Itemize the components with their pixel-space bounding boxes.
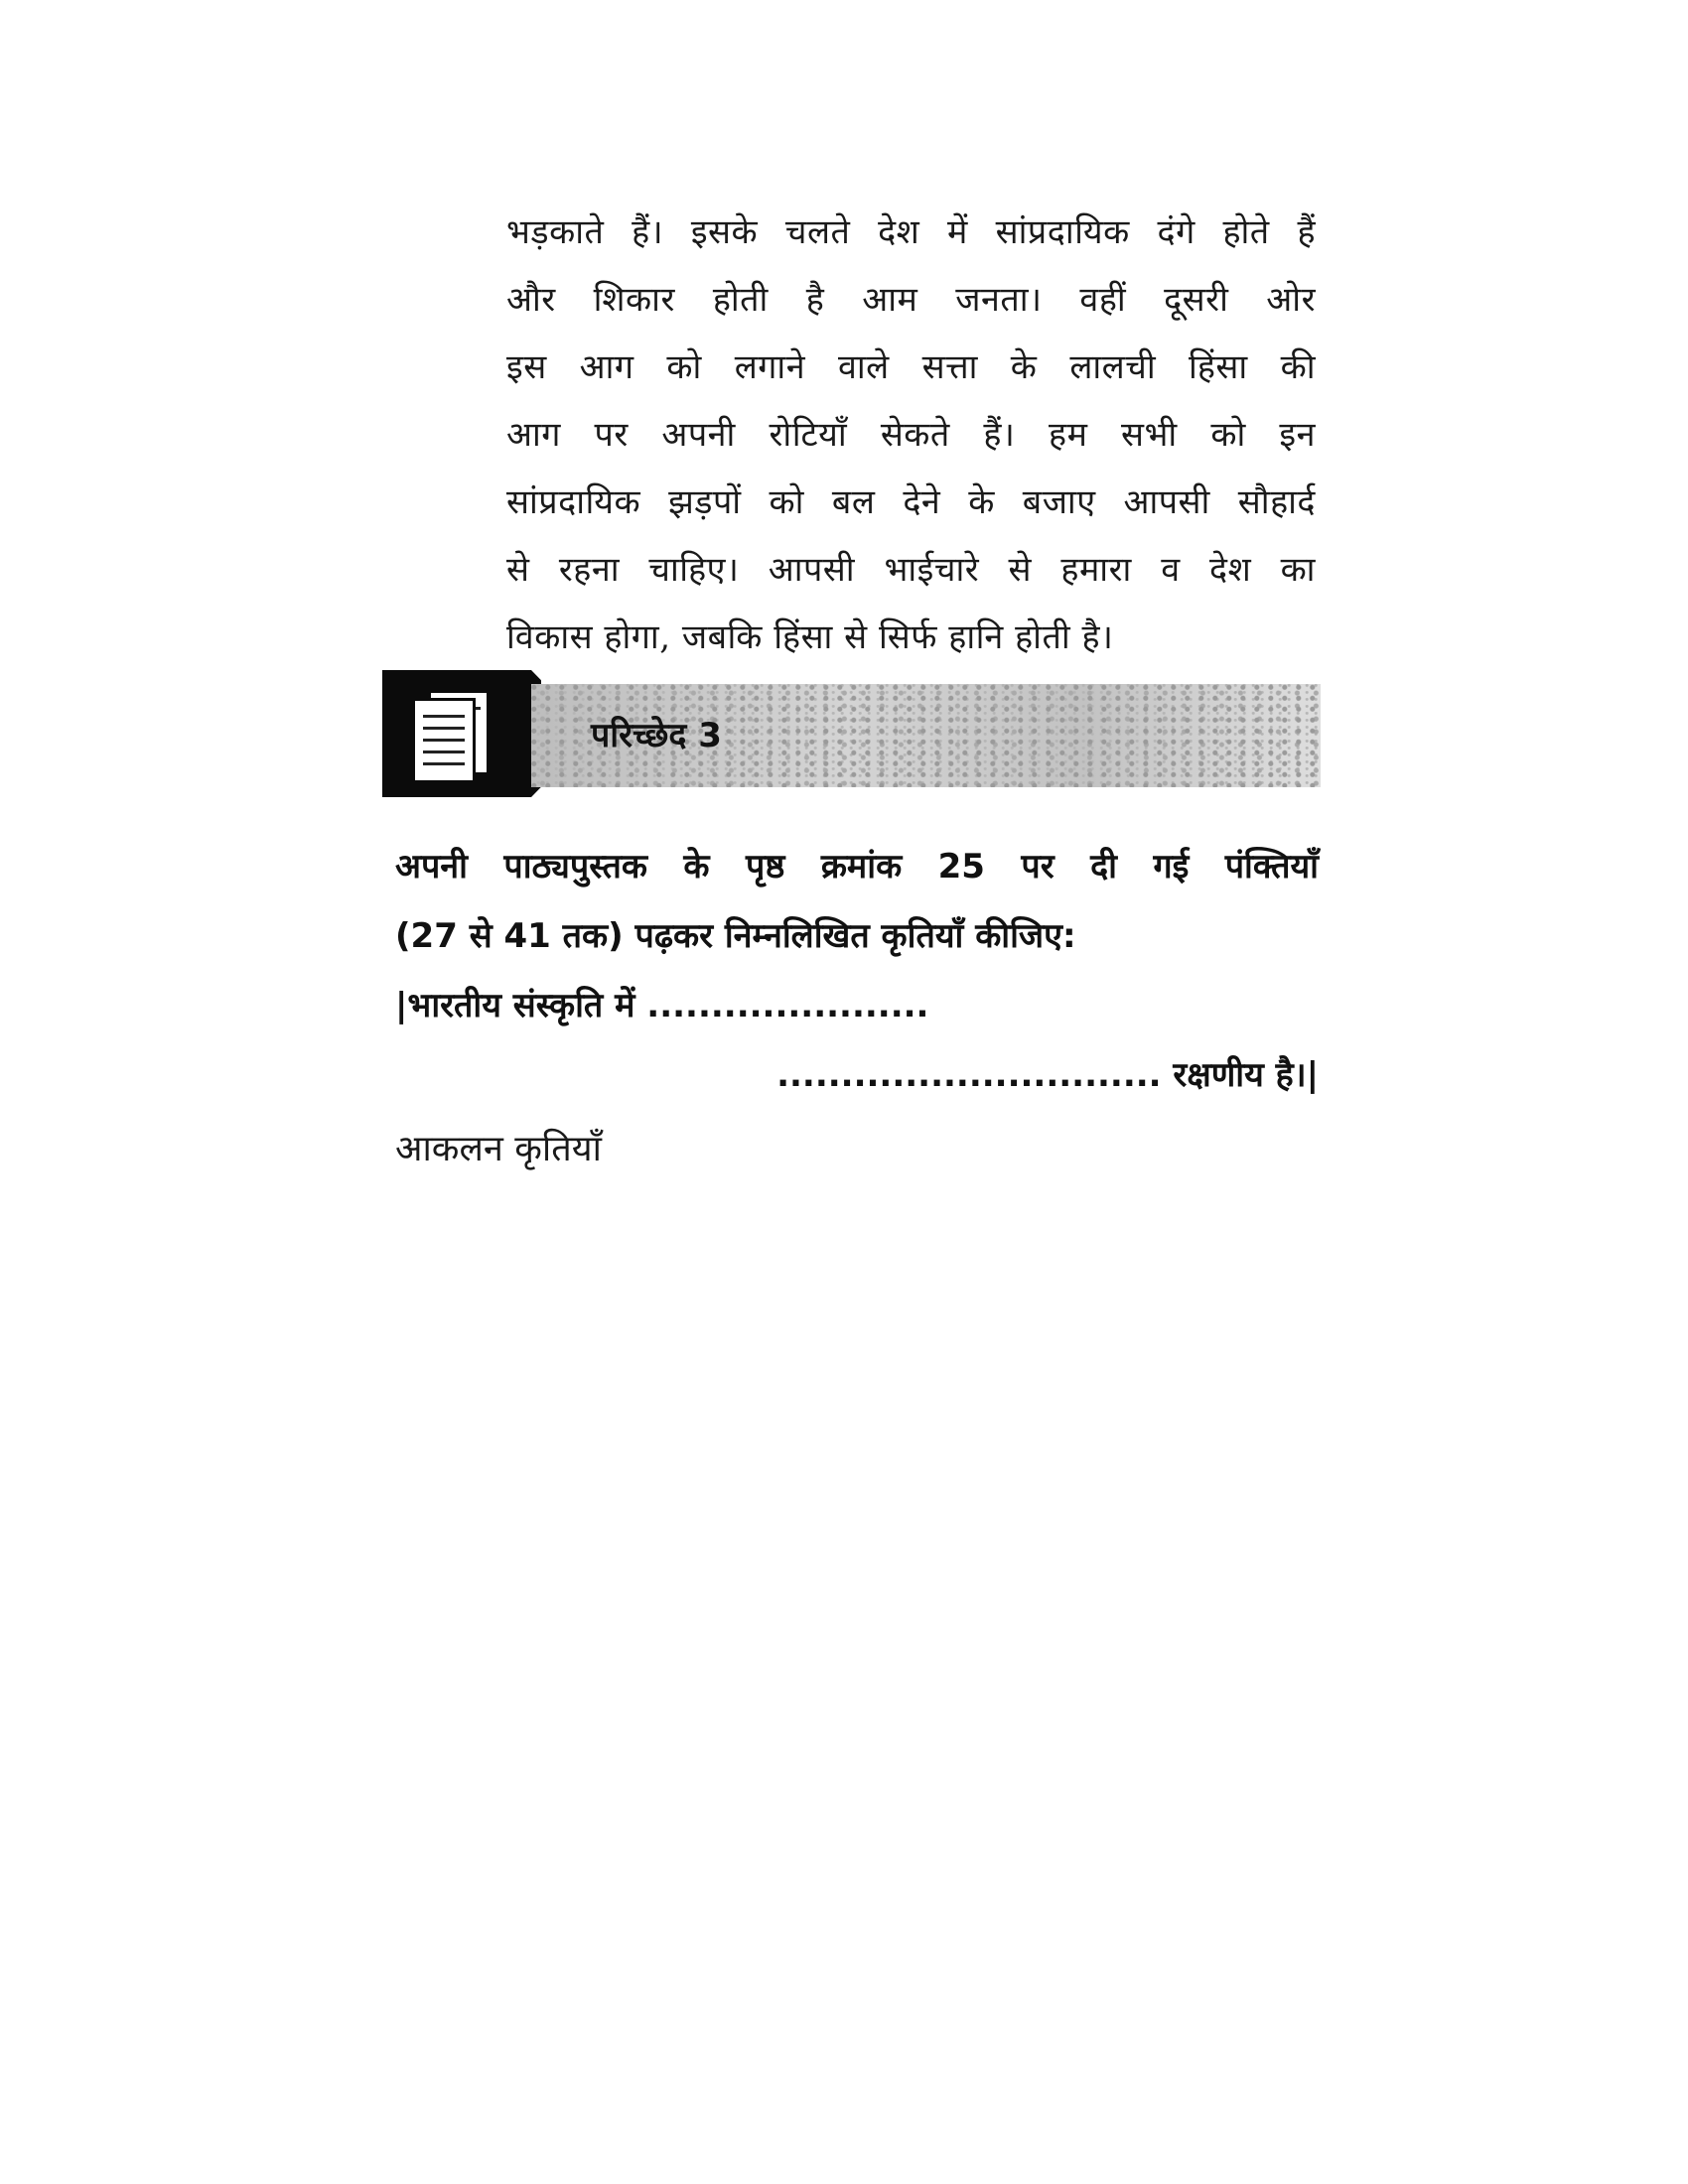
passage-line: से रहना चाहिए। आपसी भाईचारे से हमारा व देश का xyxy=(506,550,1316,590)
document-stack-icon xyxy=(382,670,531,797)
question-instruction: (27 से 41 तक) पढ़कर निम्नलिखित कृतियाँ कीजिए: xyxy=(395,916,1076,956)
passage-line: भड़काते हैं। इसके चलते देश में सांप्रदायिक दंगे होते हैं xyxy=(506,212,1316,252)
assessment-label: आकलन कृतियाँ xyxy=(395,1129,602,1169)
fill-in-blank-line: .............................. रक्षणीय है।| xyxy=(776,1055,1319,1095)
question-block xyxy=(395,832,1319,1110)
passage-line: आग पर अपनी रोटियाँ सेकते हैं। हम सभी को इन xyxy=(506,415,1316,455)
section-title: परिच्छेद 3 xyxy=(591,716,722,755)
passage-line: सांप्रदायिक झड़पों को बल देने के बजाए आपसी सौहार्द xyxy=(506,482,1316,522)
passage-line: विकास होगा, जबकि हिंसा से सिर्फ हानि होती है। xyxy=(506,617,1114,657)
passage-line: और शिकार होती है आम जनता। वहीं दूसरी ओर xyxy=(506,280,1316,320)
fill-in-blank-line: |भारतीय संस्कृति में ...................... xyxy=(395,986,929,1025)
question-instruction: अपनी पाठ्यपुस्तक के पृष्ठ क्रमांक 25 पर दी गई पंक्तियाँ xyxy=(395,847,1319,887)
section-header xyxy=(382,670,1321,797)
passage-text xyxy=(506,199,1316,671)
passage-line: इस आग को लगाने वाले सत्ता के लालची हिंसा की xyxy=(506,347,1316,387)
